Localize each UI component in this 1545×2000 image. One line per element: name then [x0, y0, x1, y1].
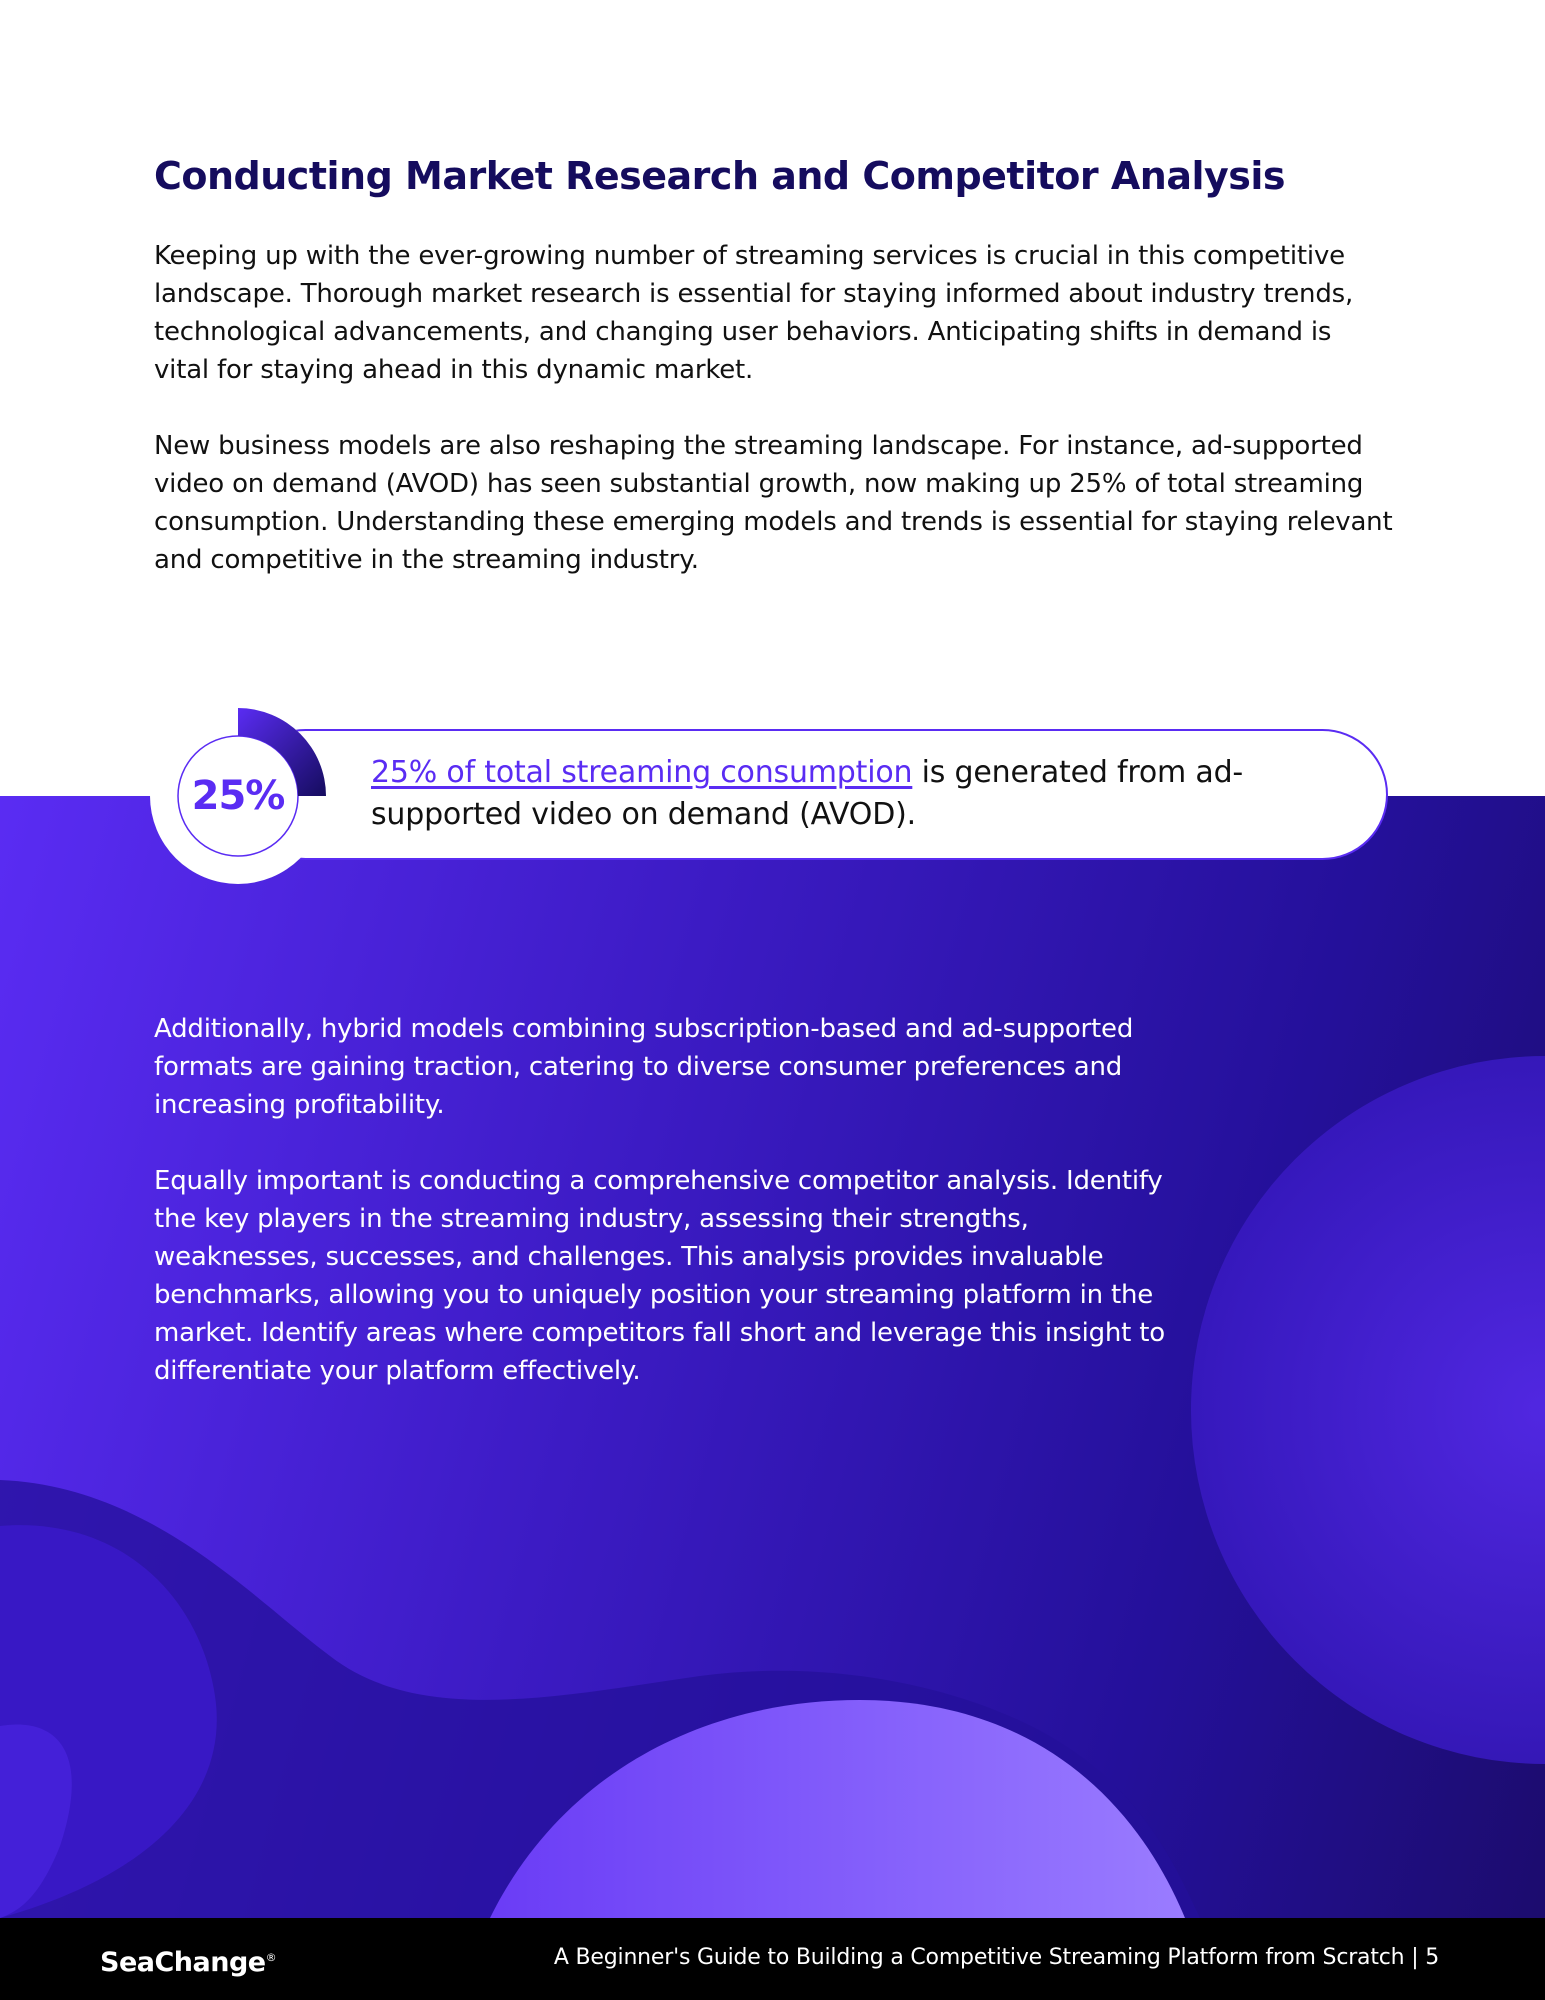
- seachange-logo: [100, 1940, 276, 1981]
- hybrid-models-paragraph: Additionally, hybrid models combining subscription-based and ad-supported formats are gaining traction, catering to diverse consumer preferences and increasing profitability.: [154, 1014, 1134, 1120]
- footer-title-page-number: A Beginner's Guide to Building a Competitive Streaming Platform from Scratch | 5: [553, 1945, 1439, 1970]
- stat-text: [371, 752, 1371, 836]
- logo-text: SeaChange: [100, 1947, 266, 1978]
- stat-description: is generated from ad-supported video on demand (AVOD).: [371, 755, 1244, 832]
- stat-value: 25%: [191, 773, 285, 819]
- page-title: Conducting Market Research and Competitor Analysis: [154, 154, 1286, 198]
- competitor-analysis-paragraph: Equally important is conducting a comprehensive competitor analysis. Identify the key players in the streaming industry, assessing their strengths, weaknesses, successes, and challenges. This analysis provides invaluable benchmarks, allowing you to uniquely position your streaming platform in the market. Identify areas where competitors fall short and leverage this insight to differentiate your platform effectively.: [154, 1166, 1165, 1386]
- stat-source-link[interactable]: 25% of total streaming consumption: [371, 755, 913, 790]
- intro-paragraph: Keeping up with the ever-growing number of streaming services is crucial in this competitive landscape. Thorough market research is essential for staying informed about industry trends, technological advancements, and changing user behaviors. Anticipating shifts in demand is vital for staying ahead in this dynamic market.: [154, 241, 1354, 385]
- business-models-paragraph: New business models are also reshaping the streaming landscape. For instance, ad-supported video on demand (AVOD) has seen substantial growth, now making up 25% of total streaming consumption. Understanding these emerging models and trends is essential for staying relevant and competitive in the streaming industry.: [154, 431, 1393, 575]
- registered-mark: ®: [265, 1951, 277, 1964]
- page-footer: [0, 1918, 1545, 2000]
